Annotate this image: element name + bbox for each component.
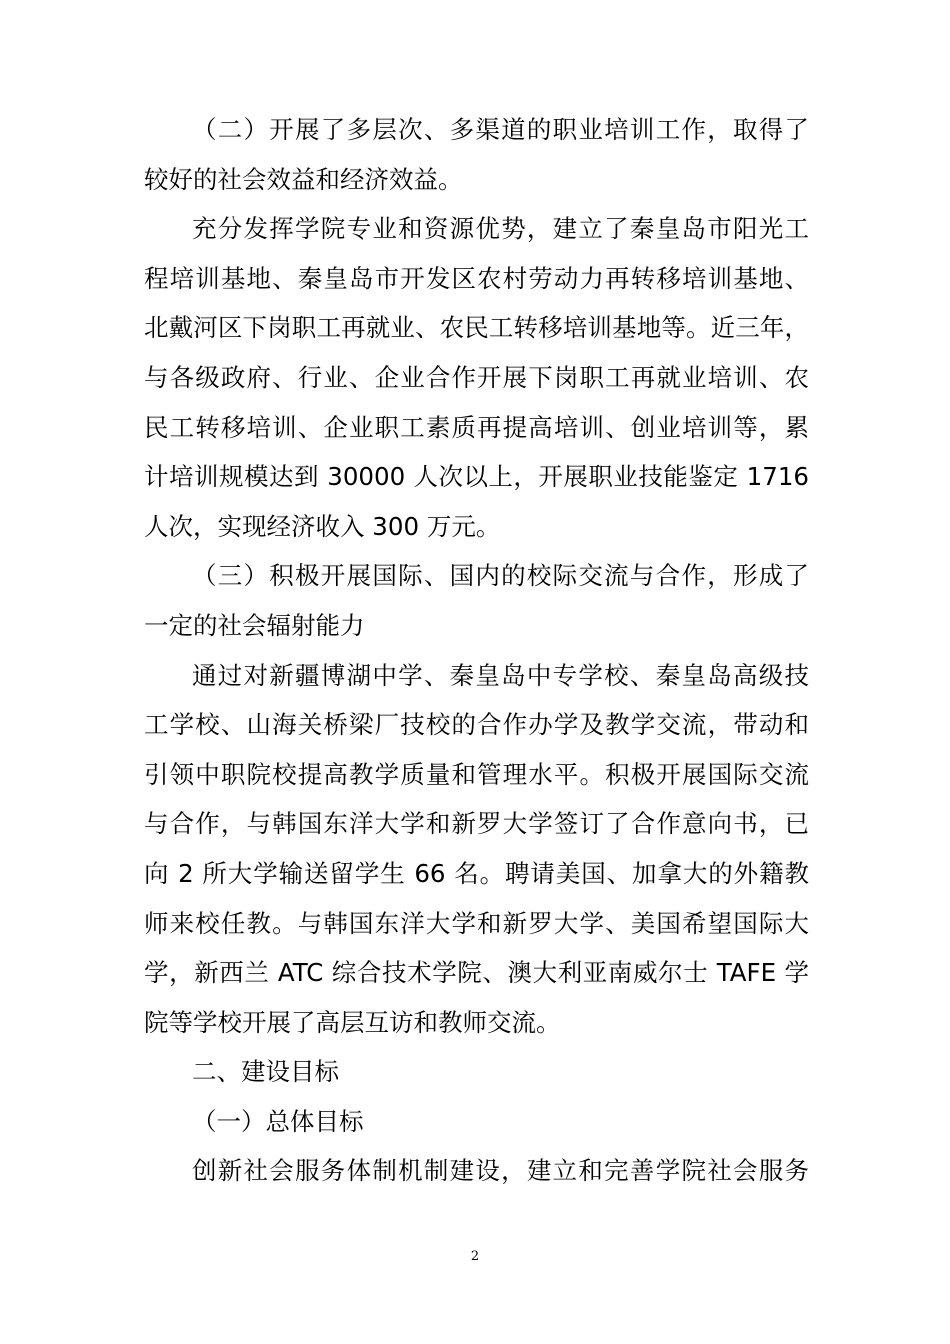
text-line: 向 2 所大学输送留学生 66 名。聘请美国、加拿大的外籍教 [144, 858, 809, 888]
text-line: 一定的社会辐射能力 [144, 610, 365, 640]
text-line: 北戴河区下岗职工再就业、农民工转移培训基地等。近三年， [144, 313, 809, 343]
text-line: 与各级政府、行业、企业合作开展下岗职工再就业培训、农 [144, 362, 809, 392]
text-line: 引领中职院校提高教学质量和管理水平。积极开展国际交流 [144, 759, 809, 789]
text-line: 师来校任教。与韩国东洋大学和新罗大学、美国希望国际大 [144, 908, 809, 938]
text-line: 与合作，与韩国东洋大学和新罗大学签订了合作意向书，已 [144, 809, 809, 839]
text-line: 创新社会服务体制机制建设，建立和完善学院社会服务 [192, 1156, 809, 1186]
body-text [144, 105, 809, 1196]
text-line: （二）开展了多层次、多渠道的职业培训工作，取得了 [192, 115, 809, 144]
text-line: （三）积极开展国际、国内的校际交流与合作，形成了 [192, 561, 809, 591]
text-line: 人次，实现经济收入 300 万元。 [144, 511, 501, 541]
text-line: （一）总体目标 [192, 1106, 364, 1136]
page-number: 2 [470, 1249, 480, 1264]
text-line: 二、建设目标 [192, 1057, 339, 1087]
text-line: 工学校、山海关桥梁厂技校的合作办学及教学交流，带动和 [144, 710, 809, 740]
text-line: 较好的社会效益和经济效益。 [144, 164, 463, 194]
text-line: 通过对新疆博湖中学、秦皇岛中专学校、秦皇岛高级技 [192, 660, 809, 690]
text-line: 程培训基地、秦皇岛市开发区农村劳动力再转移培训基地、 [144, 263, 809, 293]
text-line: 民工转移培训、企业职工素质再提高培训、创业培训等，累 [144, 412, 809, 442]
text-line: 学，新西兰 ATC 综合技术学院、澳大利亚南威尔士 TAFE 学 [144, 958, 809, 988]
text-line: 院等学校开展了高层互访和教师交流。 [144, 1007, 561, 1037]
text-line: 计培训规模达到 30000 人次以上，开展职业技能鉴定 1716 [144, 462, 809, 492]
text-line: 充分发挥学院专业和资源优势，建立了秦皇岛市阳光工 [192, 214, 809, 244]
